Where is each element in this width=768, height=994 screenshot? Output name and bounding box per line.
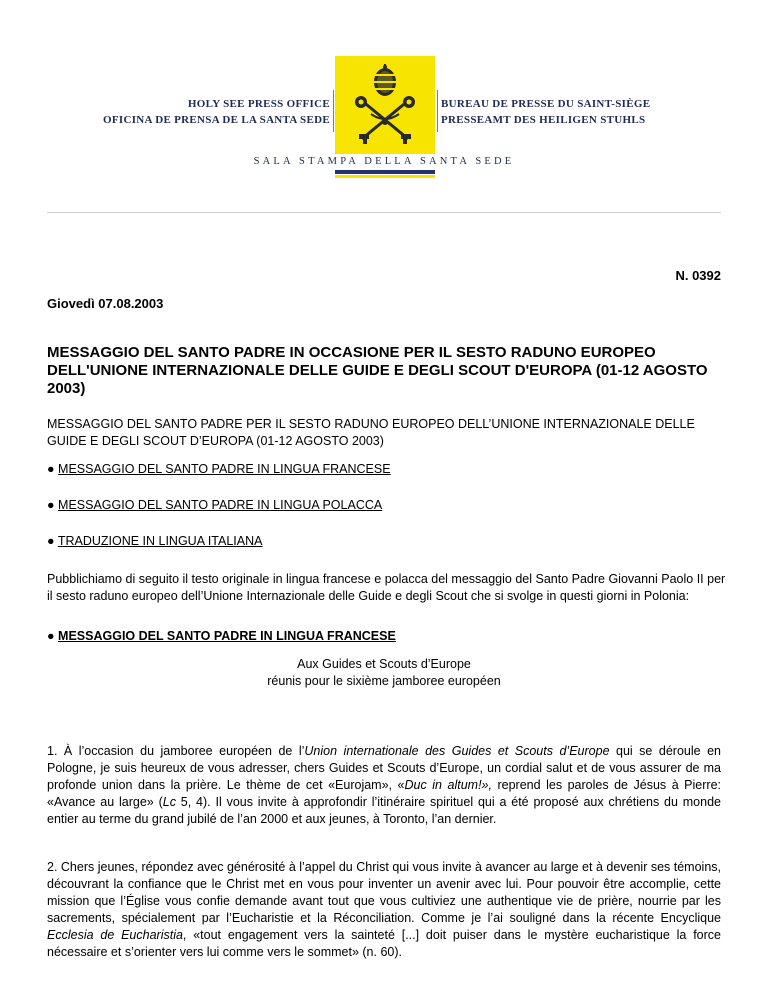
page-title: MESSAGGIO DEL SANTO PADRE IN OCCASIONE PER IL SESTO RADUNO EUROPEO DELL'UNIONE INTERNAZIONALE DELLE GUIDE E DEGLI SCOUT D'EUROPA (01-12 AGOSTO 2003) [47, 344, 708, 397]
link-label[interactable]: MESSAGGIO DEL SANTO PADRE IN LINGUA FRANCESE [58, 462, 391, 476]
link-label[interactable]: TRADUZIONE IN LINGUA ITALIANA [57, 534, 263, 548]
section-heading-label[interactable]: MESSAGGIO DEL SANTO PADRE IN LINGUA FRANCESE [58, 629, 396, 643]
letterhead-center-title: SALA STAMPA DELLA SANTA SEDE [253, 156, 515, 167]
letterhead-right [441, 96, 650, 128]
paragraph-2 [47, 859, 721, 961]
link-polish-message[interactable] [47, 498, 382, 512]
p2-text-c: , «tout engagement vers la sainteté [...] doit puiser dans le mystère eucharistique la force nécessaire et s’orienter vers lui comme vers le sommet» (n. 60). [47, 928, 721, 959]
p1-text-g: 5, 4). Il vous invite à approfondir l’itinéraire spirituel qui a été proposé aux chrétiens du monde entier au terme du grand jubilé de l’an 2000 et aux jeunes, à Toronto, l’an dernier. [47, 795, 721, 826]
letterhead-left-line2: OFICINA DE PRENSA DE LA SANTA SEDE [103, 114, 330, 126]
bullet-icon: ● [47, 534, 55, 548]
p1-text-e: reprend les paroles de Jésus à Pierre: «Avance au large» ( [47, 778, 721, 809]
p1-text-a: 1. À l’occasion du jamboree européen de l’ [47, 744, 305, 758]
addressee-line1: Aux Guides et Scouts d’Europe [297, 657, 471, 671]
p2-text-a: 2. Chers jeunes, répondez avec générosité à l’appel du Christ qui vous invite à avancer au large et à devenir ses témoins, découvrant la confiance que le Christ met en vous pour inventer un avenir avec lui. Pour pouvoir être accomplie, cette mission que l’Église vous confie demande avant tout que vous cultiviez une authentique vie de prière, nourrie par les sacrements, spécialement par l’Eucharistie et la Réconciliation. Comme je l’ai souligné dans la récente Encyclique [47, 860, 721, 925]
letterhead-navy-bar [335, 170, 435, 174]
bullet-icon: ● [47, 462, 55, 476]
p1-text-c: qui se déroule en Pologne, je suis heureux de vous adresser, chers Guides et Scouts d’Europe, un cordial salut et de vous assurer de ma profonde union dans la prière. Le thème de cet «Eurojam», « [47, 744, 721, 792]
p1-text-b: Union internationale des Guides et Scouts d’Europe [304, 744, 610, 758]
letterhead-right-line1: BUREAU DE PRESSE DU SAINT-SIÈGE [441, 98, 651, 110]
letterhead-divider-left [333, 90, 334, 132]
page-subtitle: MESSAGGIO DEL SANTO PADRE PER IL SESTO RADUNO EUROPEO DELL’UNIONE INTERNAZIONALE DELLE GUIDE E DEGLI SCOUT D’EUROPA (01-12 AGOSTO 2003) [47, 417, 695, 448]
p2-text-b: Ecclesia de Eucharistia [47, 928, 183, 942]
link-french-message[interactable] [47, 462, 391, 476]
addressee [0, 656, 768, 690]
letterhead-divider-right [437, 90, 438, 132]
p1-text-f: Lc [162, 795, 176, 809]
link-italian-translation[interactable] [47, 534, 262, 548]
addressee-line2: réunis pour le sixième jamboree européen [267, 674, 501, 688]
letterhead-right-line2: PRESSEAMT DES HEILIGEN STUHLS [441, 114, 646, 126]
letterhead-left [103, 96, 330, 128]
intro-paragraph: Pubblichiamo di seguito il testo originale in lingua francese e polacca del messaggio del Santo Padre Giovanni Paolo II per il sesto raduno europeo dell’Unione Internazionale delle Guide e degli Scout che si svolge in questi giorni in Polonia: [47, 572, 726, 603]
letterhead-left-line1: HOLY SEE PRESS OFFICE [187, 98, 330, 110]
p1-text-d: Duc in altum!», [404, 778, 492, 792]
letterhead-yellow-bar [335, 175, 435, 178]
papal-crossed-keys-emblem-icon [347, 64, 423, 146]
bulletin-date: Giovedì 07.08.2003 [47, 296, 164, 311]
section-heading-french[interactable] [47, 629, 396, 643]
paragraph-1 [47, 743, 721, 828]
link-label[interactable]: MESSAGGIO DEL SANTO PADRE IN LINGUA POLACCA [58, 498, 383, 512]
bulletin-number: N. 0392 [675, 268, 721, 283]
header-divider [47, 212, 721, 213]
bullet-icon: ● [47, 498, 55, 512]
bullet-icon: ● [47, 629, 55, 643]
